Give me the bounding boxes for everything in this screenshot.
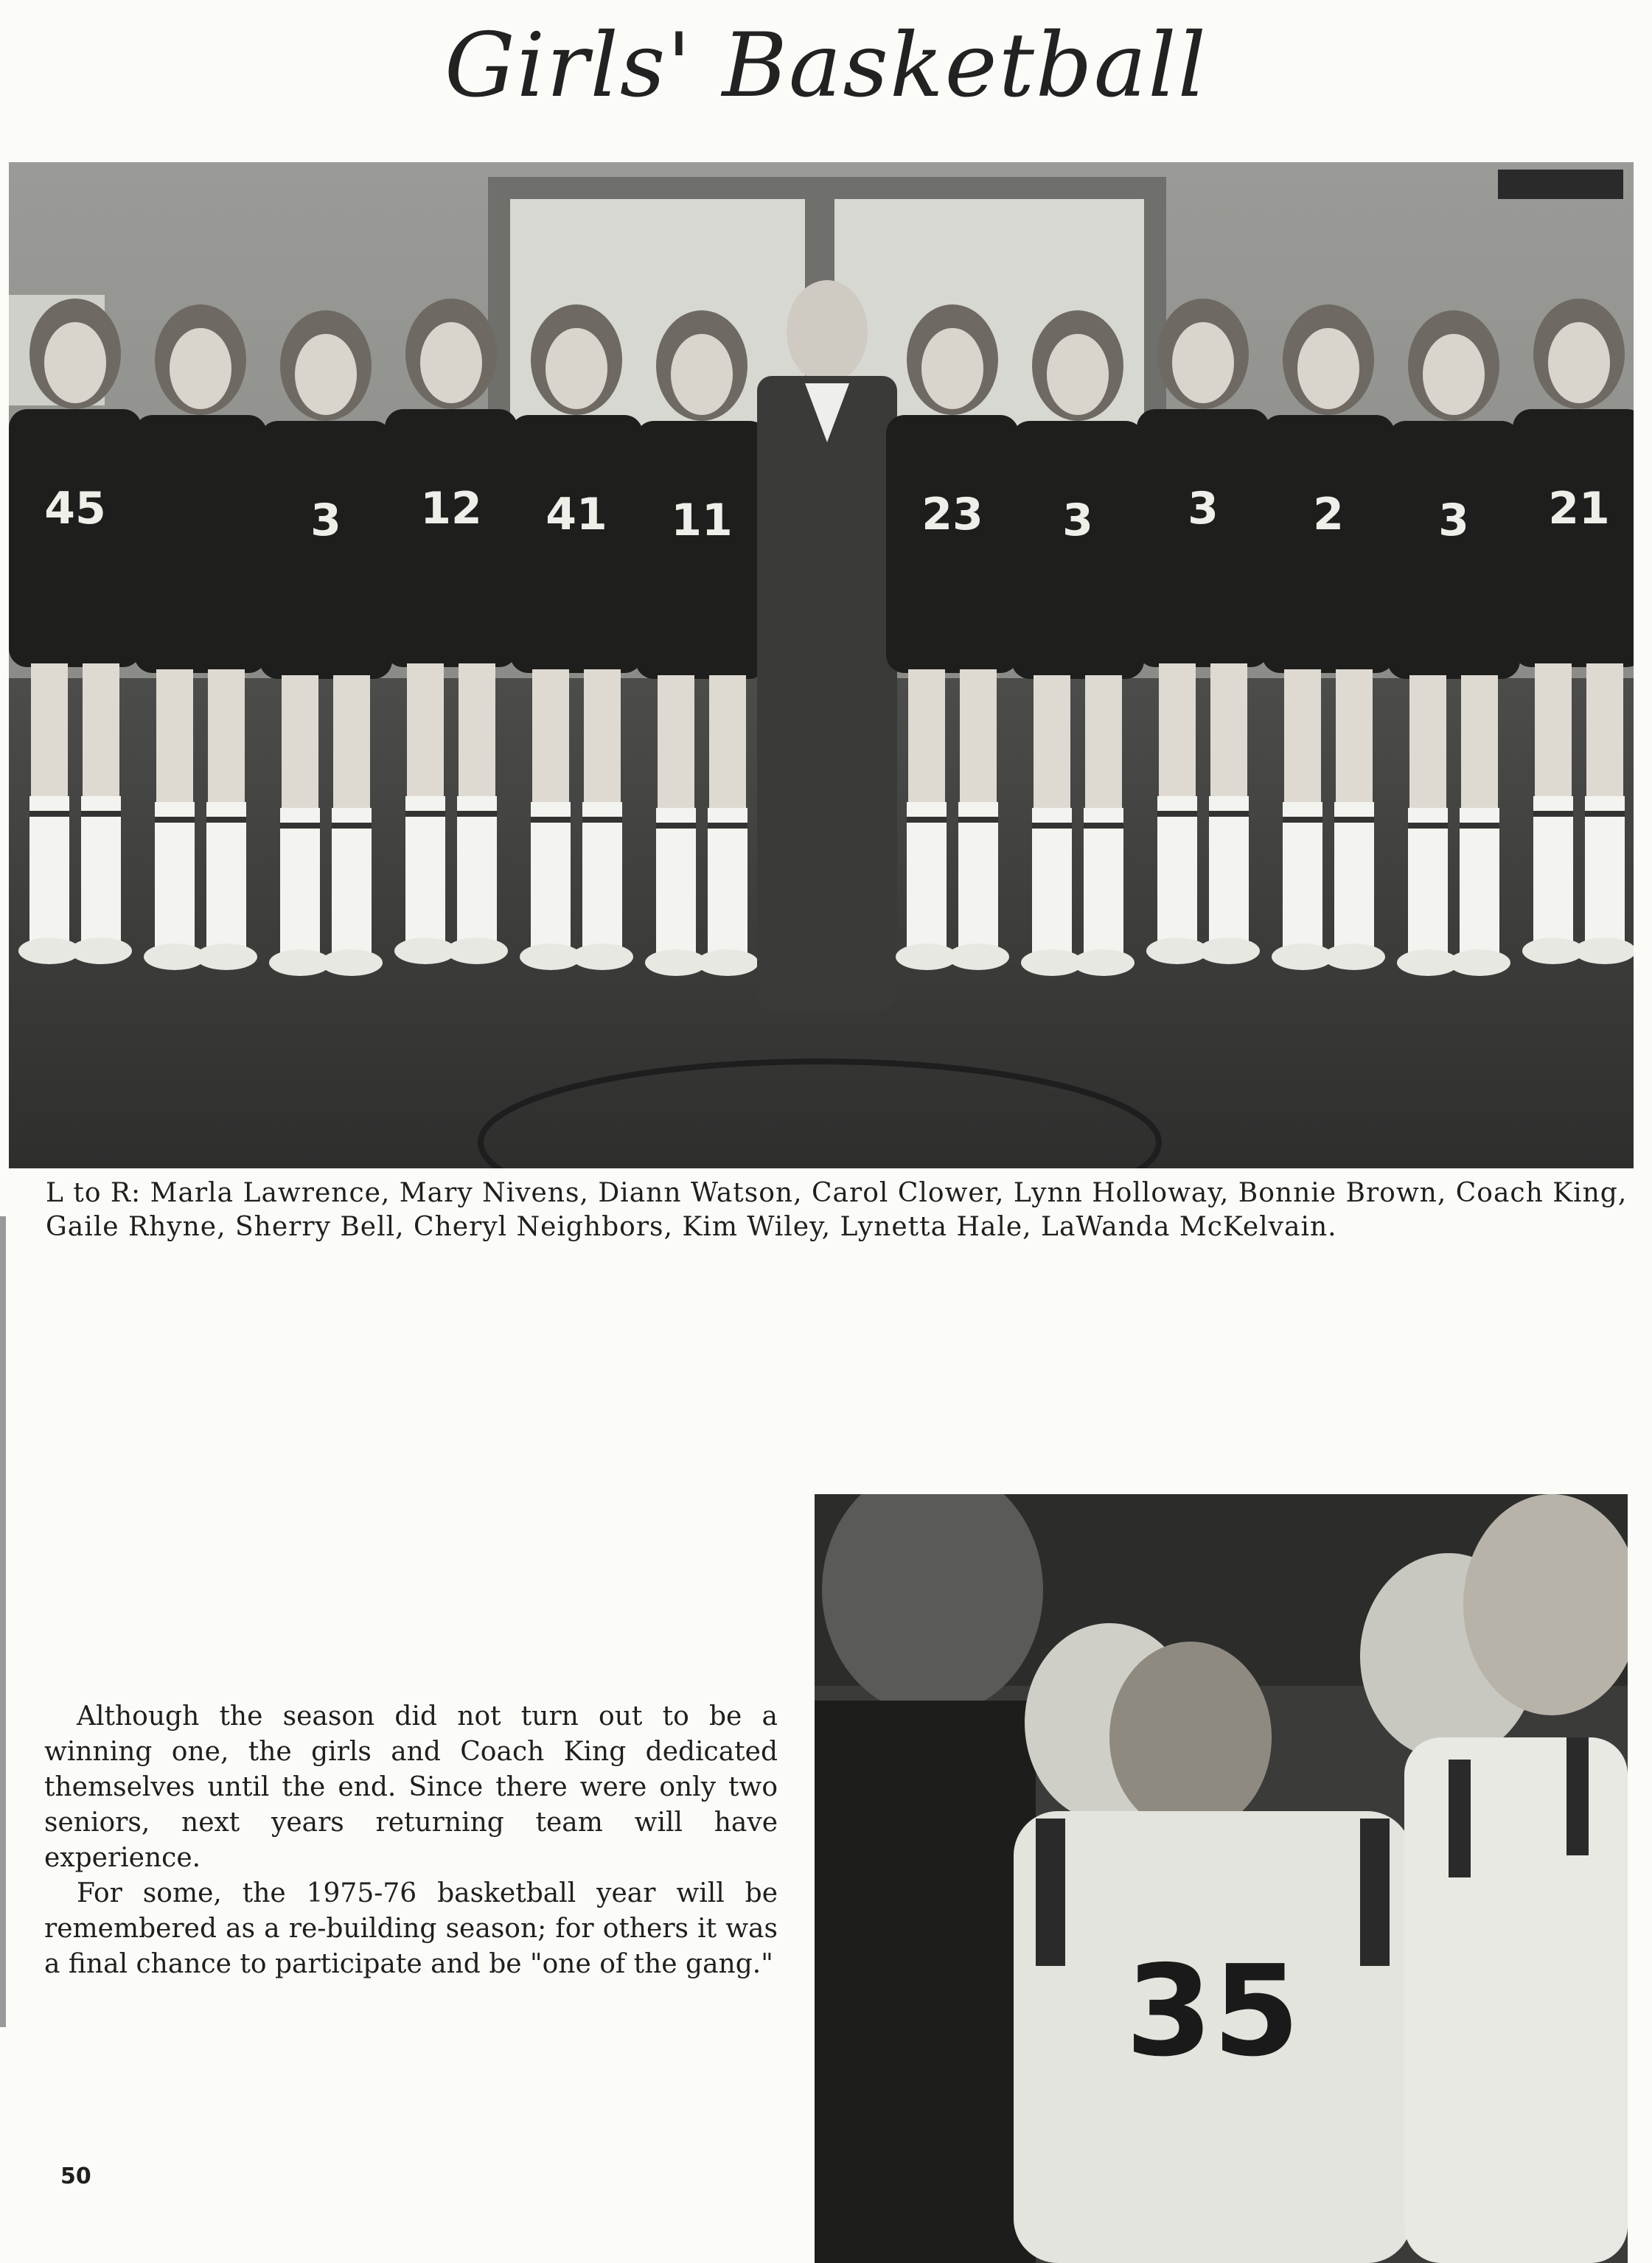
team-photo	[9, 162, 1634, 1168]
jersey-number: 11	[671, 495, 733, 546]
huddle-photo-graphic	[815, 1494, 1628, 2263]
jersey-number: 3	[310, 495, 341, 546]
jersey-number: 2	[1313, 489, 1344, 540]
article-paragraph: Although the season did not turn out to be a winning one, the girls and Coach King dedicated themselves until the end. Since there were only two seniors, next years returning team will have experience.	[44, 1701, 778, 1873]
huddle-photo	[815, 1494, 1628, 2263]
jersey-number: 41	[546, 489, 607, 540]
player-jersey	[1404, 1737, 1628, 2263]
jersey-number: 3	[1438, 495, 1469, 546]
coach-body	[815, 1701, 1036, 2263]
photo-caption: L to R: Marla Lawrence, Mary Nivens, Diann Watson, Carol Clower, Lynn Holloway, Bonnie Brown, Coach King, Gaile Rhyne, Sherry Bell, Cheryl Neighbors, Kim Wiley, Lynetta Hale, LaWanda McKelvain.	[46, 1178, 1628, 1242]
page-title: Girls' Basketball	[444, 15, 1208, 117]
jersey-number: 12	[420, 483, 482, 534]
jersey-number: 45	[44, 483, 106, 534]
page-number: 50	[60, 2163, 91, 2189]
jersey-number: 35	[1125, 1939, 1300, 2085]
page-edge-mark	[0, 1216, 6, 2027]
article-text	[44, 1699, 778, 1982]
team-photo-graphic	[9, 162, 1634, 1168]
player-head	[1109, 1642, 1272, 1833]
article-paragraph: For some, the 1975-76 basketball year will be remembered as a re-building season; for others it was a final chance to participate and be "one of the gang."	[44, 1878, 778, 1979]
jersey-number: 3	[1188, 483, 1219, 534]
jersey-number: 23	[921, 489, 983, 540]
jersey-number: 3	[1062, 495, 1093, 546]
coach-figure	[757, 280, 897, 1010]
jersey-number: 21	[1548, 483, 1610, 534]
